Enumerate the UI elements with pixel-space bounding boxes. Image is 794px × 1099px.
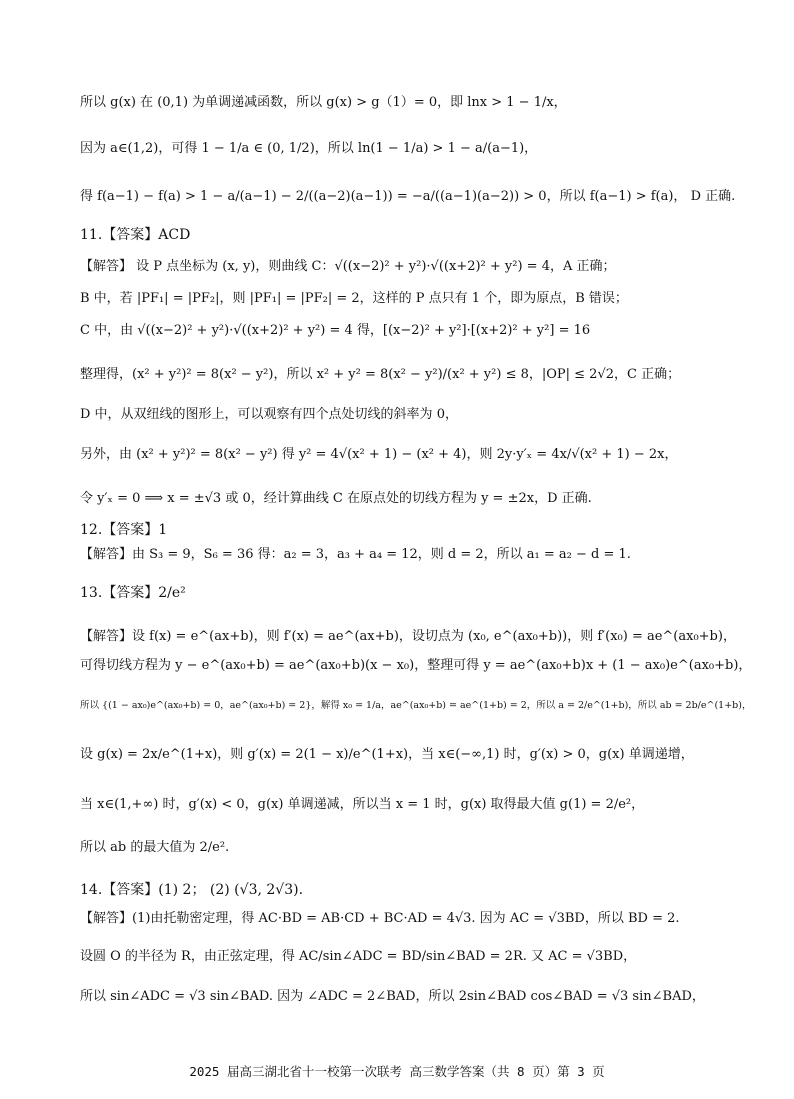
- text-line-8: 整理得，(x² + y²)² = 8(x² − y²)，所以 x² + y² = 8(x² − y²)/(x² + y²) ≤ 8，|OP| ≤ 2√2，C 正确；: [80, 367, 681, 382]
- text-line-2: 因为 a∈(1,2)，可得 1 − 1/a ∈ (0, 1/2)，所以 ln(1 − 1/a) > 1 − a/(a−1)，: [80, 141, 538, 156]
- answer-13: 13.【答案】2/e²: [80, 585, 186, 601]
- text-line-9: D 中，从双纽线的图形上，可以观察有四个点处切线的斜率为 0，: [80, 407, 458, 422]
- text-line-10: 另外，由 (x² + y²)² = 8(x² − y²) 得 y² = 4√(x² + 1) − (x² + 4)，则 2y·y′ₓ = 4x/√(x² + 1) − 2x，: [80, 447, 678, 462]
- text-line-24: 所以 sin∠ADC = √3 sin∠BAD. 因为 ∠ADC = 2∠BAD，所以 2sin∠BAD cos∠BAD = √3 sin∠BAD，: [80, 989, 705, 1004]
- text-line-15: 【解答】设 f(x) = e^(ax+b)，则 f′(x) = ae^(ax+b)，设切点为 (x₀, e^(ax₀+b))，则 f′(x₀) = ae^(ax₀+b)，: [80, 629, 736, 644]
- text-line-18: 设 g(x) = 2x/e^(1+x)，则 g′(x) = 2(1 − x)/e^(1+x)，当 x∈(−∞,1) 时，g′(x) > 0，g(x) 单调递增，: [80, 747, 694, 762]
- text-line-1: 所以 g(x) 在 (0,1) 为单调递减函数，所以 g(x) > g（1）= 0，即 lnx > 1 − 1/x，: [80, 95, 567, 110]
- page-footer: 2025 届高三湖北省十一校第一次联考 高三数学答案（共 8 页）第 3 页: [189, 1064, 605, 1079]
- text-line-23: 设圆 O 的半径为 R，由正弦定理，得 AC/sin∠ADC = BD/sin∠BAD = 2R. 又 AC = √3BD，: [80, 949, 637, 964]
- answer-12: 12.【答案】1: [80, 522, 168, 538]
- text-line-3: 得 f(a−1) − f(a) > 1 − a/(a−1) − 2/((a−2)(a−1)) = −a/((a−1)(a−2)) > 0，所以 f(a−1) > f(a)， D 正确.: [80, 189, 736, 204]
- text-line-13: 【解答】由 S₃ = 9，S₆ = 36 得：a₂ = 3，a₃ + a₄ = 12，则 d = 2，所以 a₁ = a₂ − d = 1.: [80, 547, 631, 562]
- text-line-19: 当 x∈(1,+∞) 时，g′(x) < 0，g(x) 单调递减，所以当 x = 1 时，g(x) 取得最大值 g(1) = 2/e²，: [80, 797, 645, 812]
- text-line-17: 所以 {(1 − ax₀)e^(ax₀+b) = 0，ae^(ax₀+b) = 2}，解得 x₀ = 1/a，ae^(ax₀+b) = ae^(1+b) = 2，所以 a = 2/e^(1+b)，所以 ab = 2b/e^(1+b)，: [80, 700, 752, 711]
- text-line-16: 可得切线方程为 y − e^(ax₀+b) = ae^(ax₀+b)(x − x₀)，整理可得 y = ae^(ax₀+b)x + (1 − ax₀)e^(ax₀+b)，: [80, 658, 752, 673]
- answer-11: 11.【答案】ACD: [80, 227, 191, 243]
- text-line-11: 令 y′ₓ = 0 ⟹ x = ±√3 或 0，经计算曲线 C 在原点处的切线方程为 y = ±2x，D 正确.: [80, 491, 592, 506]
- answer-14: 14.【答案】(1) 2； (2) (√3, 2√3).: [80, 882, 304, 898]
- text-line-5: 【解答】 设 P 点坐标为 (x, y)，则曲线 C：√((x−2)² + y²)·√((x+2)² + y²) = 4，A 正确；: [80, 259, 616, 274]
- text-line-20: 所以 ab 的最大值为 2/e².: [80, 840, 230, 855]
- text-line-22: 【解答】(1)由托勒密定理，得 AC·BD = AB·CD + BC·AD = 4√3. 因为 AC = √3BD，所以 BD = 2.: [80, 911, 680, 926]
- text-line-6: B 中，若 |PF₁| = |PF₂|，则 |PF₁| = |PF₂| = 2，这样的 P 点只有 1 个，即为原点，B 错误；: [80, 291, 628, 306]
- text-line-7: C 中，由 √((x−2)² + y²)·√((x+2)² + y²) = 4 得，[(x−2)² + y²]·[(x+2)² + y²] = 16: [80, 323, 591, 338]
